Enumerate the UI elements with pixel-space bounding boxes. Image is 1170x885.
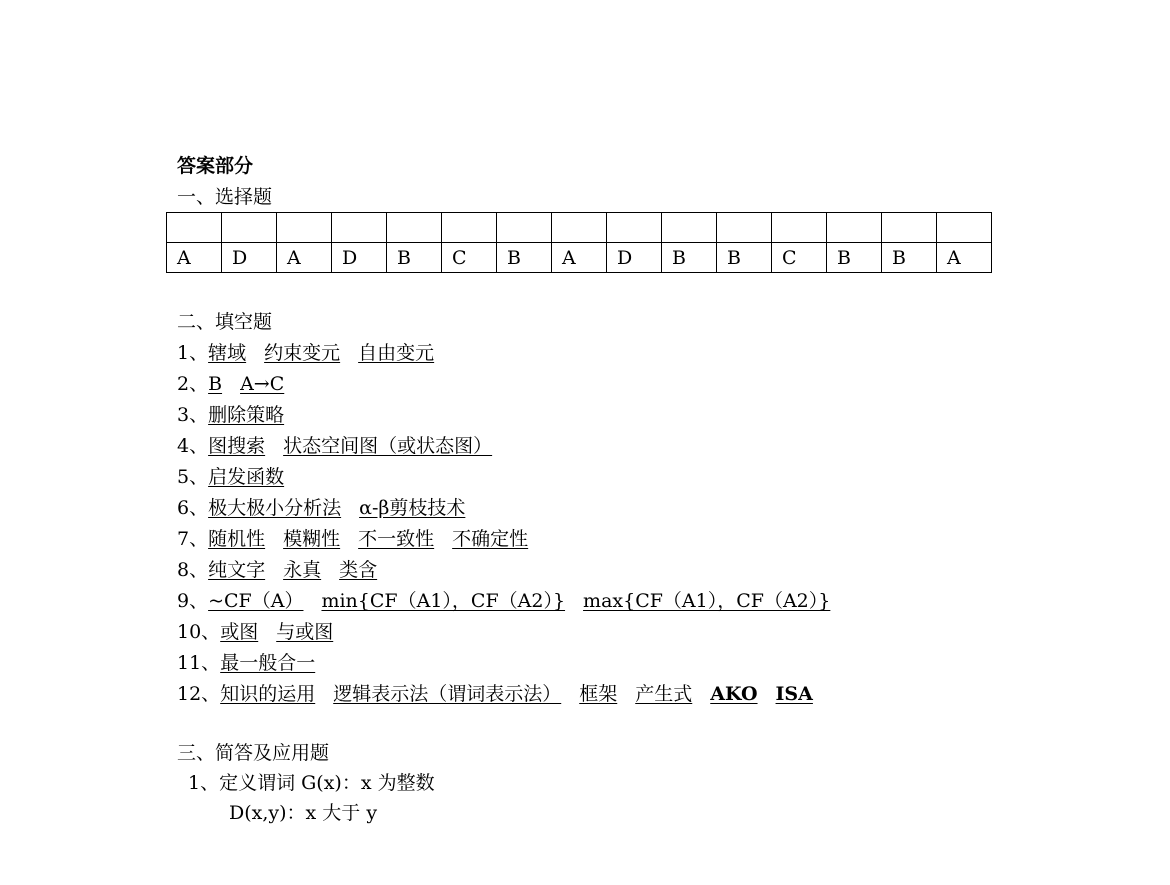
fill-answer-blank: 框架 [579, 683, 618, 705]
table-cell-blank [442, 213, 497, 243]
fill-answer-blank: 状态空间图（或状态图） [283, 435, 493, 457]
fill-answer-line [177, 652, 315, 674]
fill-answer-blank: α-β剪枝技术 [359, 497, 466, 519]
table-cell-blank [662, 213, 717, 243]
fill-answer-number: 10、 [177, 621, 221, 643]
fill-answer-blank: 自由变元 [358, 342, 435, 364]
fill-answer-number: 2、 [177, 373, 209, 395]
table-cell-answer: B [717, 243, 772, 273]
fill-answer-blank: 删除策略 [208, 404, 285, 426]
fill-answer-number: 12、 [177, 683, 221, 705]
fill-answer-number: 7、 [177, 528, 209, 550]
table-cell-answer: C [442, 243, 497, 273]
fill-answer-blank: ISA [775, 683, 813, 705]
fill-answer-line [177, 683, 813, 705]
fill-answer-blank: 产生式 [635, 683, 693, 705]
fill-answer-line [177, 621, 333, 643]
table-cell-answer: D [332, 243, 387, 273]
fill-answer-blank: 知识的运用 [220, 683, 316, 705]
choice-answer-table [166, 212, 992, 273]
fill-answer-blank: 纯文字 [208, 559, 266, 581]
table-cell-blank [772, 213, 827, 243]
fill-answer-number: 1、 [177, 342, 209, 364]
fill-answer-blank: 不确定性 [452, 528, 529, 550]
table-cell-blank [167, 213, 222, 243]
table-cell-blank [717, 213, 772, 243]
fill-answer-blank: 最一般合一 [220, 652, 316, 674]
table-cell-blank [882, 213, 937, 243]
fill-answer-number: 8、 [177, 559, 209, 581]
fill-answer-blank: 逻辑表示法（谓词表示法） [333, 683, 562, 705]
fill-answer-blank: 随机性 [208, 528, 266, 550]
short-answer-line-1: 1、定义谓词 G(x)：x 为整数 [188, 772, 435, 794]
fill-answer-blank: 约束变元 [264, 342, 341, 364]
table-cell-blank [332, 213, 387, 243]
table-cell-blank [607, 213, 662, 243]
fill-answer-line [177, 404, 284, 426]
fill-answer-blank: 模糊性 [283, 528, 341, 550]
section-fill-title: 二、填空题 [177, 311, 273, 333]
fill-answer-blank: 极大极小分析法 [208, 497, 342, 519]
table-cell-blank [277, 213, 332, 243]
table-cell-answer: D [222, 243, 277, 273]
fill-answer-blank: A→C [240, 373, 285, 395]
fill-answer-blank: 不一致性 [358, 528, 435, 550]
fill-answer-blank: ~CF（A） [208, 590, 304, 612]
fill-answer-blank: 辖域 [208, 342, 247, 364]
table-cell-blank [222, 213, 277, 243]
fill-answer-number: 5、 [177, 466, 209, 488]
fill-answer-blank: 图搜索 [208, 435, 266, 457]
answer-heading: 答案部分 [177, 155, 254, 177]
fill-answer-blank: B [208, 373, 223, 395]
table-cell-blank [387, 213, 442, 243]
table-cell-answer: B [387, 243, 442, 273]
fill-answer-number: 4、 [177, 435, 209, 457]
table-cell-answer: C [772, 243, 827, 273]
table-cell-answer: B [497, 243, 552, 273]
fill-answer-line [177, 559, 377, 581]
fill-answer-blank: max{CF（A1），CF（A2）} [583, 590, 831, 612]
table-cell-answer: B [882, 243, 937, 273]
fill-answer-blank: AKO [710, 683, 758, 705]
section-choice-title: 一、选择题 [177, 186, 273, 208]
table-cell-blank [552, 213, 607, 243]
fill-answer-line [177, 466, 284, 488]
fill-answer-number: 6、 [177, 497, 209, 519]
fill-answer-number: 9、 [177, 590, 209, 612]
fill-answer-line [177, 590, 830, 612]
fill-answer-line [177, 373, 284, 395]
fill-answer-line [177, 497, 465, 519]
fill-answer-line [177, 342, 434, 364]
table-cell-answer: A [167, 243, 222, 273]
table-cell-answer: D [607, 243, 662, 273]
fill-answer-blank: 与或图 [276, 621, 334, 643]
fill-answer-blank: min{CF（A1），CF（A2）} [321, 590, 566, 612]
table-cell-answer: B [662, 243, 717, 273]
fill-answer-blank: 启发函数 [208, 466, 285, 488]
table-cell-answer: B [827, 243, 882, 273]
table-cell-blank [497, 213, 552, 243]
table-cell-blank [827, 213, 882, 243]
fill-answer-blank: 或图 [220, 621, 259, 643]
fill-answer-number: 3、 [177, 404, 209, 426]
table-cell-answer: A [937, 243, 992, 273]
section-short-answer-title: 三、简答及应用题 [177, 742, 330, 764]
fill-answer-number: 11、 [177, 652, 221, 674]
fill-answer-blank: 类含 [339, 559, 378, 581]
table-cell-blank [937, 213, 992, 243]
table-row-answers [167, 243, 992, 273]
table-cell-answer: A [277, 243, 332, 273]
fill-answer-line [177, 528, 528, 550]
short-answer-line-2: D(x,y)：x 大于 y [229, 802, 378, 824]
table-cell-answer: A [552, 243, 607, 273]
table-row-blank [167, 213, 992, 243]
fill-answer-line [177, 435, 492, 457]
fill-answer-blank: 永真 [283, 559, 322, 581]
